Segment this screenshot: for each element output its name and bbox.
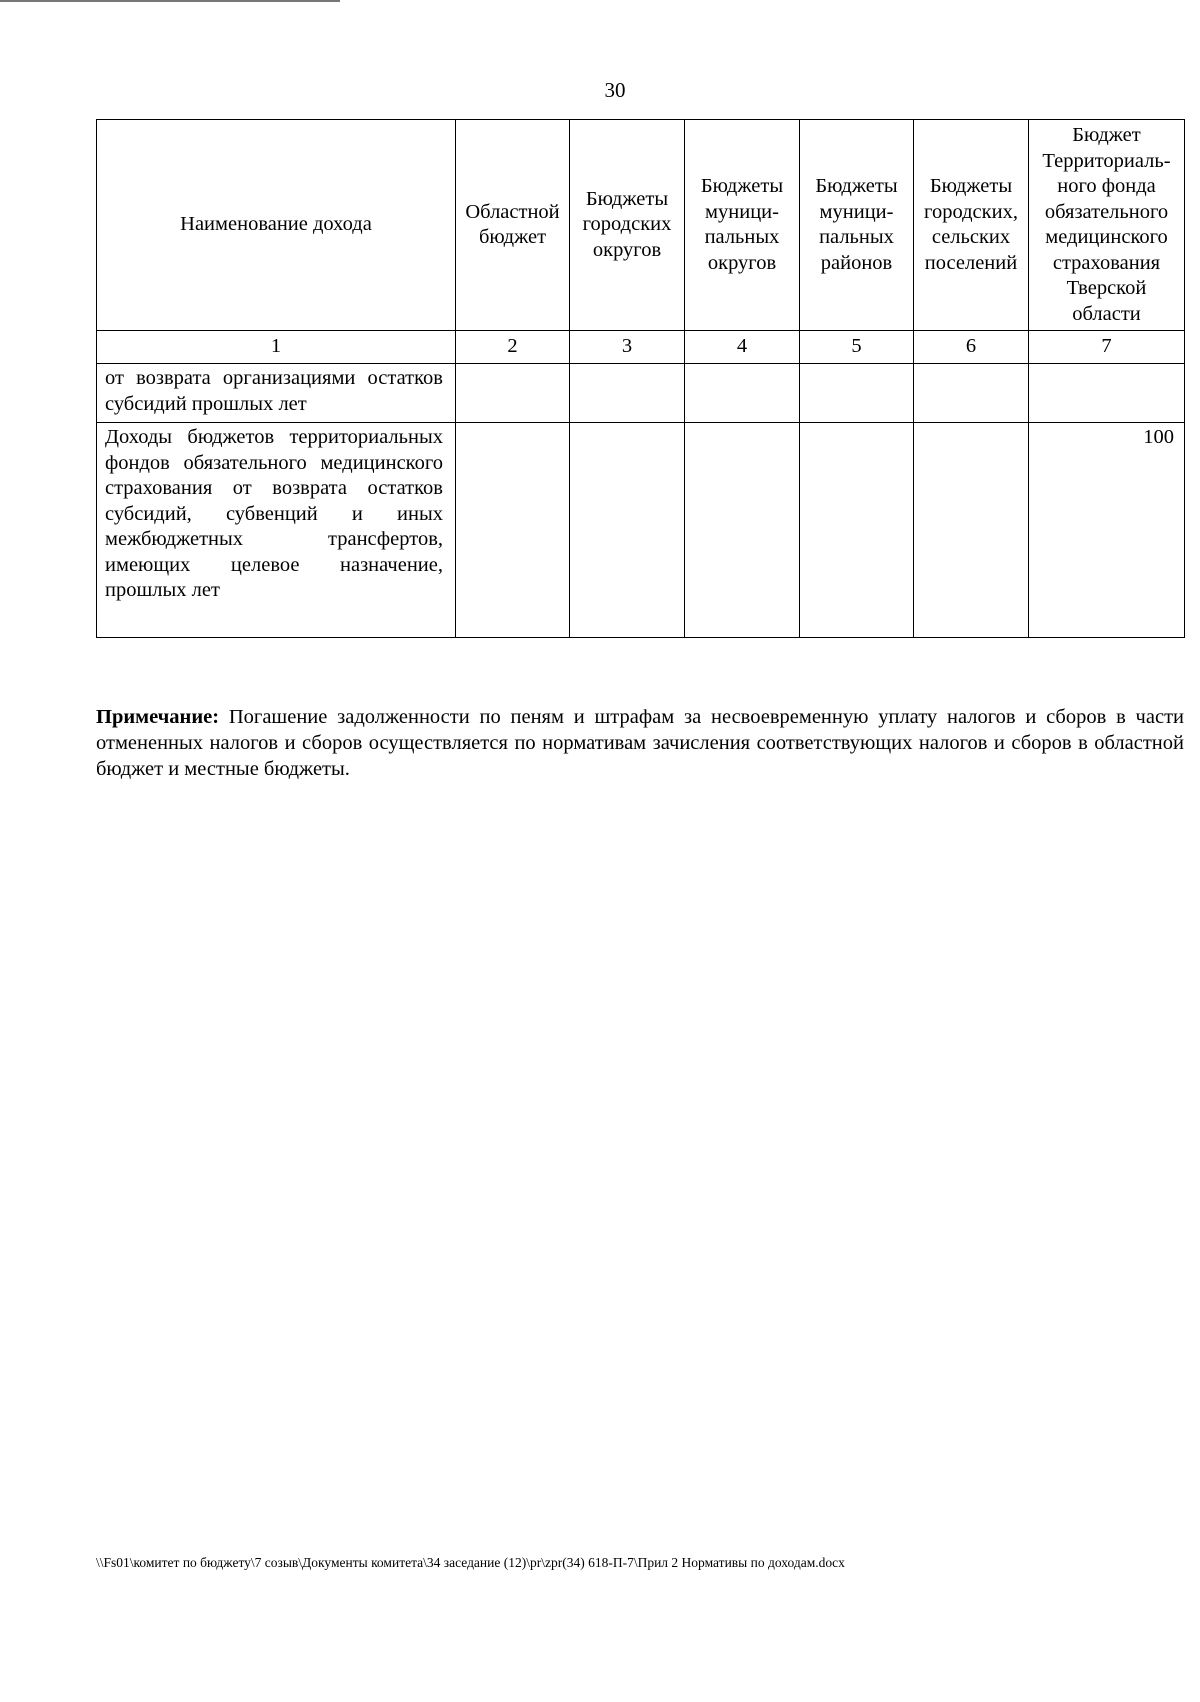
value-cell — [685, 423, 800, 638]
column-number: 6 — [914, 331, 1029, 364]
note-label: Примечание: — [96, 705, 220, 728]
column-number: 1 — [97, 331, 456, 364]
header-city-district-budgets: Бюджеты городских округов — [570, 120, 685, 331]
top-edge-rule — [0, 0, 340, 2]
value-cell — [914, 364, 1029, 423]
value-cell — [800, 423, 914, 638]
header-income-name: Наименование дохода — [97, 120, 456, 331]
table-row — [97, 364, 1185, 423]
value-cell — [456, 423, 570, 638]
header-regional-budget: Областной бюджет — [456, 120, 570, 331]
header-settlement-budgets: Бюджеты городских, сельских поселений — [914, 120, 1029, 331]
value-cell — [570, 423, 685, 638]
column-number: 5 — [800, 331, 914, 364]
header-territorial-fund-budget: Бюджет Территориаль-ного фонда обязательного медицинского страхования Тверской области — [1029, 120, 1185, 331]
table-row — [97, 423, 1185, 638]
column-number: 7 — [1029, 331, 1185, 364]
header-municipal-area-budgets: Бюджеты муници-пальных районов — [800, 120, 914, 331]
note-paragraph — [96, 704, 1184, 782]
column-number: 4 — [685, 331, 800, 364]
column-number: 3 — [570, 331, 685, 364]
value-cell — [1029, 364, 1185, 423]
value-cell — [914, 423, 1029, 638]
value-cell — [456, 364, 570, 423]
value-cell — [685, 364, 800, 423]
page-number: 30 — [604, 78, 626, 102]
footer-file-path: \\Fs01\комитет по бюджету\7 созыв\Документы комитета\34 заседание (12)\pr\zpr(34) 618-П-7\Прил 2 Нормативы по доходам.docx — [96, 1555, 845, 1570]
value-cell — [570, 364, 685, 423]
table-header-row — [97, 120, 1185, 331]
header-municipal-district-budgets: Бюджеты муници-пальных округов — [685, 120, 800, 331]
income-name-cell: от возврата организациями остатков субсидий прошлых лет — [97, 364, 456, 423]
column-number: 2 — [456, 331, 570, 364]
note-text: Погашение задолженности по пеням и штрафам за несвоевременную уплату налогов и сборов в части отмененных налогов и сборов осуществляется по нормативам зачисления соответствующих налогов и сборов в областной бюджет и местные бюджеты. — [96, 705, 1184, 780]
revenue-standards-table — [96, 119, 1185, 638]
value-cell: 100 — [1029, 423, 1185, 638]
value-cell — [800, 364, 914, 423]
income-name-cell: Доходы бюджетов территориальных фондов обязательного медицинского страхования от возврата остатков субсидий, субвенций и иных межбюджетных трансфертов, имеющих целевое назначение, прошлых лет — [97, 423, 456, 638]
column-number-row — [97, 331, 1185, 364]
